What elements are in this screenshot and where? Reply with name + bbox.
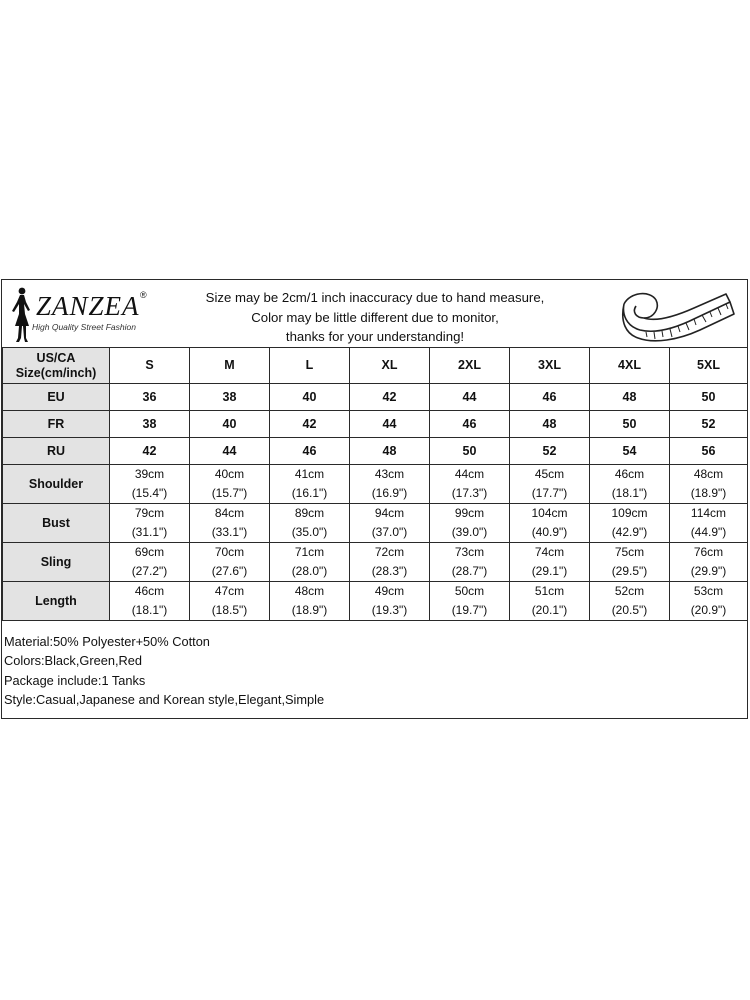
table-cell [590,504,670,543]
brand-name: ZANZEA [36,291,140,321]
inch-value: (35.0") [291,525,328,539]
inch-value: (42.9") [611,525,648,539]
table-cell: 44 [430,384,510,411]
cm-value: 84cm [214,506,245,520]
table-cell [190,543,270,582]
table-cell: 50 [590,411,670,438]
cm-value: 40cm [214,467,245,481]
size-header-cell: XL [350,348,430,384]
cm-value: 44cm [454,467,485,481]
cm-value: 99cm [454,506,485,520]
inch-value: (18.5") [211,603,248,617]
size-table [2,347,748,621]
cm-value: 104cm [531,506,568,520]
inch-value: (27.6") [211,564,248,578]
inch-value: (16.1") [291,486,328,500]
cm-value: 72cm [374,545,405,559]
registered-mark: ® [140,290,147,300]
table-cell: 42 [270,411,350,438]
table-cell [110,465,190,504]
inch-value: (19.7") [451,603,488,617]
cm-value: 48cm [693,467,724,481]
measurement-row [3,504,748,543]
package-line: Package include:1 Tanks [4,672,146,688]
inch-value: (17.7") [531,486,568,500]
product-info [2,630,747,718]
cm-value: 74cm [534,545,565,559]
inch-value: (20.5") [611,603,648,617]
cm-value: 52cm [614,584,645,598]
table-cell [510,582,590,621]
cm-value: 94cm [374,506,405,520]
cm-value: 51cm [534,584,565,598]
measurement-row [3,543,748,582]
inch-value: (29.5") [611,564,648,578]
inch-value: (29.1") [531,564,568,578]
size-header-cell: 3XL [510,348,590,384]
inch-value: (19.3") [371,603,408,617]
size-conversion-row [3,438,748,465]
cm-value: 114cm [690,506,727,520]
table-cell: 42 [350,384,430,411]
table-cell [430,504,510,543]
size-header-cell: S [110,348,190,384]
table-cell [430,543,510,582]
table-cell [270,543,350,582]
table-cell: 54 [590,438,670,465]
size-conversion-row [3,411,748,438]
inch-value: (28.0") [291,564,328,578]
cm-value: 69cm [134,545,165,559]
table-cell: 46 [430,411,510,438]
table-cell [270,504,350,543]
cm-value: 53cm [693,584,724,598]
header-label-line-1: US/CA [36,350,76,365]
size-header-cell: 4XL [590,348,670,384]
cm-value: 46cm [134,584,165,598]
table-cell: 50 [430,438,510,465]
table-cell [110,582,190,621]
cm-value: 89cm [294,506,325,520]
table-cell: 44 [350,411,430,438]
table-cell: 46 [270,438,350,465]
cm-value: 48cm [294,584,325,598]
size-chart-header [2,280,747,347]
size-chart-sheet [1,279,748,719]
measurement-notice [180,288,570,347]
inch-value: (31.1") [131,525,168,539]
cm-value: 50cm [454,584,485,598]
row-label-cell: Shoulder [3,465,110,504]
cm-value: 73cm [454,545,485,559]
cm-value: 47cm [214,584,245,598]
table-cell: 50 [670,384,748,411]
cm-value: 79cm [134,506,165,520]
table-cell: 48 [350,438,430,465]
inch-value: (44.9") [690,525,727,539]
cm-value: 45cm [534,467,565,481]
material-line: Material:50% Polyester+50% Cotton [4,634,210,649]
table-cell: 52 [670,411,748,438]
table-cell [350,465,430,504]
table-cell [670,465,748,504]
colors-line: Colors:Black,Green,Red [4,653,142,669]
notice-line-3: thanks for your understanding! [285,329,465,344]
inch-value: (37.0") [371,525,408,539]
table-cell: 56 [670,438,748,465]
inch-value: (29.9") [690,564,727,578]
table-cell [670,504,748,543]
measuring-tape-icon [616,284,738,346]
table-cell: 38 [110,411,190,438]
inch-value: (15.4") [131,486,168,500]
notice-line-1: Size may be 2cm/1 inch inaccuracy due to hand measure, [205,290,545,305]
table-cell: 44 [190,438,270,465]
table-cell [190,465,270,504]
table-cell: 48 [590,384,670,411]
inch-value: (39.0") [451,525,488,539]
cm-value: 49cm [374,584,405,598]
cm-value: 109cm [611,506,648,520]
row-label-cell: Sling [3,543,110,582]
table-cell: 42 [110,438,190,465]
table-cell [350,504,430,543]
table-cell [430,582,510,621]
cm-value: 75cm [614,545,645,559]
size-header-cell: 2XL [430,348,510,384]
inch-value: (15.7") [211,486,248,500]
cm-value: 70cm [214,545,245,559]
table-cell [590,465,670,504]
size-header-cell: 5XL [670,348,748,384]
inch-value: (17.3") [451,486,488,500]
notice-line-2: Color may be little different due to monitor, [251,309,499,325]
table-cell [670,582,748,621]
cm-value: 43cm [374,467,405,481]
table-cell [270,582,350,621]
cm-value: 46cm [614,467,645,481]
measurement-row [3,582,748,621]
table-cell [510,543,590,582]
table-cell [190,504,270,543]
brand-tagline: High Quality Street Fashion [32,322,136,332]
table-cell [350,582,430,621]
cm-value: 41cm [294,467,325,481]
table-cell: 40 [190,411,270,438]
table-cell [350,543,430,582]
table-cell: 40 [270,384,350,411]
table-cell [590,543,670,582]
table-cell [430,465,510,504]
inch-value: (18.1") [131,603,168,617]
table-cell [590,582,670,621]
table-cell [510,504,590,543]
inch-value: (28.7") [451,564,488,578]
inch-value: (20.9") [690,603,727,617]
style-line: Style:Casual,Japanese and Korean style,Elegant,Simple [4,691,325,707]
table-cell: 38 [190,384,270,411]
inch-value: (20.1") [531,603,568,617]
measurement-row [3,465,748,504]
row-label-cell: RU [3,438,110,465]
row-label-cell: EU [3,384,110,411]
inch-value: (28.3") [371,564,408,578]
inch-value: (27.2") [131,564,168,578]
row-label-cell: Bust [3,504,110,543]
size-conversion-row [3,384,748,411]
inch-value: (18.1") [611,486,648,500]
row-label-cell: Length [3,582,110,621]
inch-value: (40.9") [531,525,568,539]
table-cell: 52 [510,438,590,465]
table-cell [510,465,590,504]
cm-value: 76cm [693,545,724,559]
size-header-cell: M [190,348,270,384]
table-cell: 46 [510,384,590,411]
inch-value: (18.9") [690,486,727,500]
size-header-row [3,348,748,384]
fashion-model-silhouette-icon [8,286,34,344]
size-header-cell: L [270,348,350,384]
inch-value: (16.9") [371,486,408,500]
brand-logo [6,286,166,344]
table-cell: 36 [110,384,190,411]
table-cell [110,543,190,582]
header-label-line-2: Size(cm/inch) [15,365,97,380]
row-label-cell: FR [3,411,110,438]
table-cell [670,543,748,582]
inch-value: (18.9") [291,603,328,617]
header-label-cell [3,348,110,384]
table-cell [190,582,270,621]
inch-value: (33.1") [211,525,248,539]
cm-value: 71cm [294,545,325,559]
cm-value: 39cm [134,467,165,481]
table-cell [270,465,350,504]
table-cell [110,504,190,543]
table-cell: 48 [510,411,590,438]
